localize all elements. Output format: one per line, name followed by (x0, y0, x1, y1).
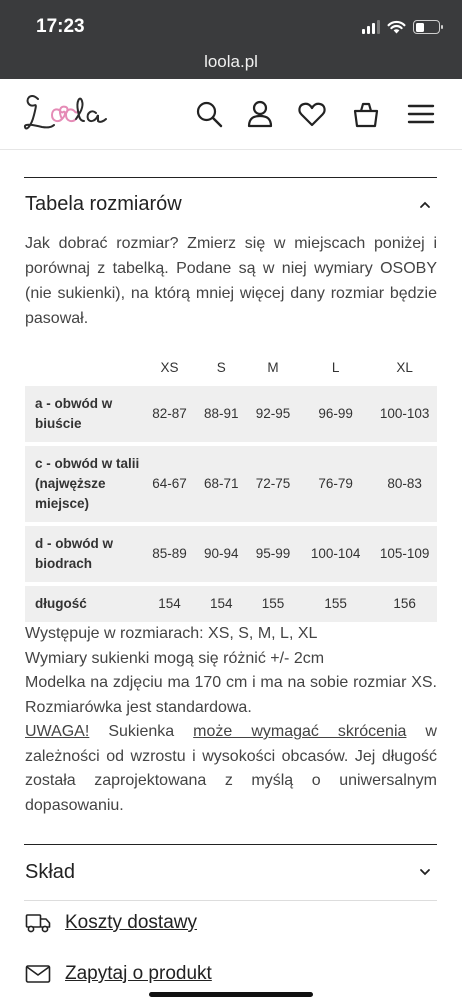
size-table-header (25, 352, 437, 382)
chevron-up-icon[interactable] (419, 199, 431, 211)
table-cell: 72-75 (247, 446, 299, 522)
table-cell: 154 (144, 586, 196, 622)
shipping-costs-link[interactable] (25, 912, 197, 934)
table-row-label: a - obwód w biuście (25, 386, 144, 442)
size-guide-intro: Jak dobrać rozmiar? Zmierz się w miejscach poniżej i porównaj z tabelką. Podane są w niej wymiary OSOBY (nie sukienki), na którą mniej więcej dany rozmiar będzie pasował. (25, 235, 437, 327)
table-cell: 100-104 (299, 526, 372, 582)
chevron-down-icon[interactable] (419, 866, 431, 878)
status-time: 17:23 (36, 16, 85, 37)
size-table-accordion-title[interactable]: Tabela rozmiarów (25, 193, 182, 215)
battery-icon (413, 20, 440, 34)
table-cell: 64-67 (144, 446, 196, 522)
table-header-cell (25, 352, 144, 382)
bag-icon[interactable] (351, 99, 381, 129)
section-divider (24, 177, 437, 178)
ask-about-product-link[interactable] (25, 963, 212, 985)
table-row (25, 526, 437, 582)
site-header (0, 79, 462, 150)
table-cell: 100-103 (372, 386, 437, 442)
table-cell: 76-79 (299, 446, 372, 522)
menu-icon[interactable] (406, 99, 436, 129)
shipping-costs-label[interactable]: Koszty dostawy (65, 912, 197, 933)
home-indicator[interactable] (149, 992, 313, 997)
envelope-icon (25, 964, 51, 984)
table-header-cell: L (331, 359, 340, 375)
table-cell: 156 (372, 586, 437, 622)
table-row (25, 386, 437, 442)
available-sizes-text: Występuje w rozmiarach: XS, S, M, L, XL (25, 625, 318, 642)
model-info-text: Modelka na zdjęciu ma 170 cm i ma na sobie rozmiar XS. Rozmiarówka jest standardowa. (25, 674, 437, 716)
table-cell: 95-99 (247, 526, 299, 582)
warning-rest: w zależności od wzrostu i wysokości obcasów. Jej długość została zaprojektowana z myślą o uniwersalnym dopasowaniu. (25, 723, 437, 814)
table-row-label: długość (25, 586, 144, 622)
table-cell: 105-109 (372, 526, 437, 582)
size-table (25, 348, 437, 626)
table-row-label: d - obwód w biodrach (25, 526, 144, 582)
warning-label: UWAGA! (25, 723, 90, 740)
user-icon[interactable] (245, 99, 275, 129)
table-cell: 85-89 (144, 526, 196, 582)
composition-accordion-title[interactable]: Skład (25, 861, 76, 883)
section-divider (24, 900, 437, 901)
ask-about-product-label[interactable]: Zapytaj o produkt (65, 963, 212, 984)
table-header-cell: XL (396, 359, 413, 375)
warning-underlined: może wymagać skrócenia (193, 723, 407, 740)
size-description (25, 622, 437, 818)
table-cell: 82-87 (144, 386, 196, 442)
truck-icon (25, 912, 51, 934)
status-bar (0, 0, 462, 79)
status-icons (362, 20, 440, 34)
table-cell: 96-99 (299, 386, 372, 442)
table-row (25, 446, 437, 522)
table-row (25, 586, 437, 622)
table-cell: 68-71 (195, 446, 247, 522)
tolerance-text: Wymiary sukienki mogą się różnić +/- 2cm (25, 649, 325, 667)
table-header-cell: XS (160, 359, 179, 375)
section-divider (24, 844, 437, 845)
cellular-signal-icon (362, 20, 380, 34)
table-cell: 155 (299, 586, 372, 622)
table-cell: 92-95 (247, 386, 299, 442)
table-cell: 154 (195, 586, 247, 622)
table-header-cell: M (267, 359, 279, 375)
url-bar[interactable]: loola.pl (204, 52, 258, 71)
table-row-label: c - obwód w talii (najwęższe miejsce) (25, 446, 144, 522)
table-header-cell: S (216, 359, 226, 375)
warning-mid: Sukienka (89, 723, 194, 740)
table-cell: 90-94 (195, 526, 247, 582)
site-logo[interactable] (22, 87, 134, 143)
heart-icon[interactable] (297, 99, 327, 129)
table-cell: 80-83 (372, 446, 437, 522)
table-cell: 88-91 (195, 386, 247, 442)
warning-text (25, 720, 437, 818)
wifi-icon (387, 20, 406, 34)
table-cell: 155 (247, 586, 299, 622)
search-icon[interactable] (194, 99, 224, 129)
